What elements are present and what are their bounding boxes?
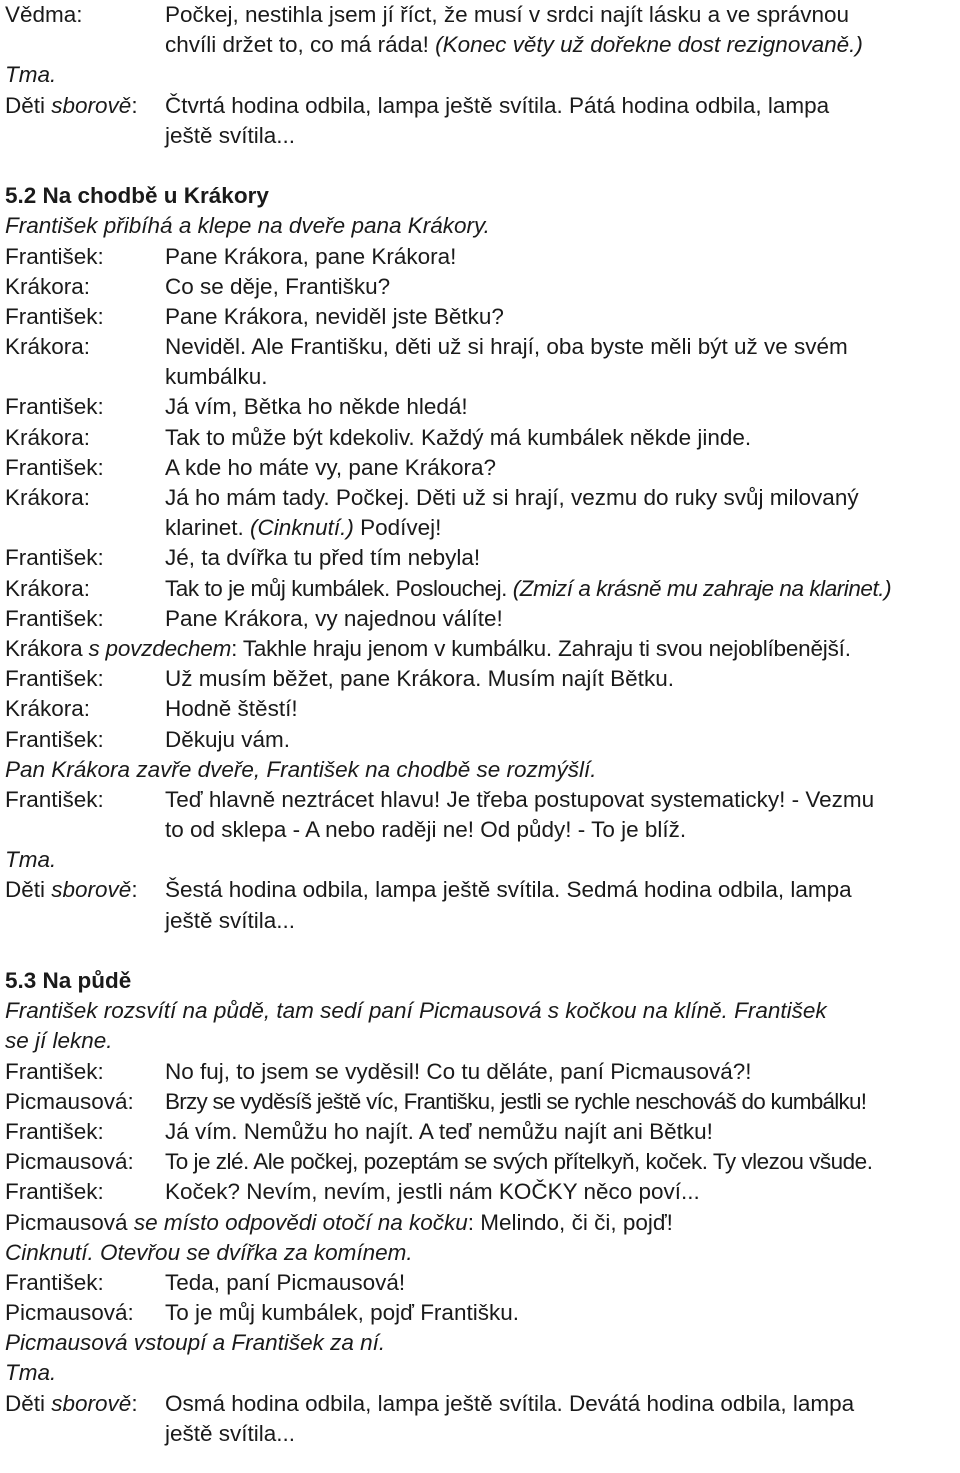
spacer	[5, 151, 960, 181]
dialogue-line	[5, 1057, 960, 1087]
narration-line: Picmausová se místo odpovědi otočí na kočku: Melindo, či či, pojď!	[5, 1209, 673, 1235]
speaker-label: František:	[5, 243, 104, 269]
dialogue-line	[5, 392, 960, 422]
speaker-label: František:	[5, 666, 104, 692]
speech-text: Už musím běžet, pane Krákora. Musím najít Bětku.	[165, 666, 674, 692]
dialogue-line	[5, 302, 960, 332]
speech-text: Šestá hodina odbila, lampa ještě svítila. Sedmá hodina odbila, lampa	[165, 877, 852, 903]
speech-text: Koček? Nevím, nevím, jestli nám KOČKY něco poví...	[165, 1179, 700, 1205]
dialogue-line	[5, 332, 960, 362]
dialogue-line	[5, 1117, 960, 1147]
speech-text: Já vím. Nemůžu ho najít. A teď nemůžu najít ani Bětku!	[165, 1118, 713, 1144]
speech-text: No fuj, to jsem se vyděsil! Co tu děláte, paní Picmausová?!	[165, 1058, 752, 1084]
speaker-label: František:	[5, 605, 104, 631]
speaker-label: Krákora:	[5, 424, 91, 450]
speaker-label: František:	[5, 726, 104, 752]
speech-text: A kde ho máte vy, pane Krákora?	[165, 454, 497, 480]
speech-text: To je zlé. Ale počkej, pozeptám se svých přítelkyň, koček. Ty vlezou všude.	[165, 1149, 873, 1175]
stage-direction: Picmausová vstoupí a František za ní.	[5, 1330, 386, 1356]
dialogue-line	[5, 0, 960, 30]
speaker-label: Děti sborově:	[5, 92, 138, 118]
dialogue-line	[5, 1298, 960, 1328]
speech-continuation: ještě svítila...	[165, 907, 296, 933]
section-heading: 5.3 Na půdě	[5, 968, 132, 993]
dialogue-line	[5, 1389, 960, 1419]
speech-text: Já ho mám tady. Počkej. Děti už si hrají, vezmu do ruky svůj milovaný	[165, 485, 859, 510]
speaker-label: Krákora:	[5, 273, 91, 299]
dialogue-line	[5, 483, 960, 513]
dialogue-line	[5, 604, 960, 634]
speech-text: Čtvrtá hodina odbila, lampa ještě svítila. Pátá hodina odbila, lampa	[165, 92, 830, 118]
stage-direction: se jí lekne.	[5, 1028, 113, 1054]
stage-direction: Cinknutí. Otevřou se dvířka za komínem.	[5, 1239, 413, 1265]
speaker-label: Děti sborově:	[5, 1390, 138, 1416]
speech-text: Děkuju vám.	[165, 726, 291, 752]
speaker-label: František:	[5, 1058, 104, 1084]
speech-text: Neviděl. Ale Františku, děti už si hrají, oba byste měli být už ve svém	[165, 334, 848, 360]
stage-direction: Tma.	[5, 1360, 57, 1386]
dialogue-line	[5, 1087, 960, 1117]
stage-direction: František rozsvítí na půdě, tam sedí paní Picmausová s kočkou na klíně. František	[5, 998, 827, 1024]
dialogue-line	[5, 1177, 960, 1207]
dialogue-line	[5, 785, 960, 815]
speech-text-part: chvíli držet to, co má ráda!	[165, 32, 436, 58]
speaker-label: František:	[5, 454, 104, 480]
dialogue-line	[5, 694, 960, 724]
stage-direction-inline: (Konec věty už dořekne dost rezignovaně.)	[435, 32, 863, 58]
speaker-label: Vědma:	[5, 2, 83, 27]
stage-direction-inline: (Cinknutí.)	[250, 515, 354, 541]
speech-text: Hodně štěstí!	[165, 696, 298, 722]
speech-text: Jé, ta dvířka tu před tím nebyla!	[165, 545, 481, 571]
speech-text: Tak to může být kdekoliv. Každý má kumbálek někde jinde.	[165, 424, 752, 450]
speech-continuation: ještě svítila...	[165, 1420, 296, 1446]
speech-text: Teda, paní Picmausová!	[165, 1269, 406, 1295]
dialogue-line	[5, 242, 960, 272]
speaker-label: František:	[5, 1179, 104, 1205]
narration-line: Krákora s povzdechem: Takhle hraju jenom v kumbálku. Zahraju ti svou nejoblíbenější.	[5, 635, 851, 661]
dialogue-line	[5, 1147, 960, 1177]
speech-continuation: ještě svítila...	[165, 122, 296, 148]
speech-text: To je můj kumbálek, pojď Františku.	[165, 1300, 519, 1326]
speaker-label: Picmausová:	[5, 1149, 134, 1175]
stage-direction: Pan Krákora zavře dveře, František na chodbě se rozmýšlí.	[5, 756, 597, 782]
speech-text: Pane Krákora, neviděl jste Bětku?	[165, 303, 504, 329]
speaker-label: Krákora:	[5, 575, 91, 601]
speaker-label: Krákora:	[5, 696, 91, 722]
speech-text: Teď hlavně neztrácet hlavu! Je třeba postupovat systematicky! - Vezmu	[165, 786, 875, 812]
speech-text: Pane Krákora, pane Krákora!	[165, 243, 457, 269]
speaker-label: Krákora:	[5, 485, 91, 510]
dialogue-line	[5, 272, 960, 302]
dialogue-line	[5, 725, 960, 755]
speaker-label: Picmausová:	[5, 1300, 134, 1326]
speech-text: Co se děje, Františku?	[165, 273, 391, 299]
speaker-label: Picmausová:	[5, 1088, 134, 1114]
speech-text: Osmá hodina odbila, lampa ještě svítila. Devátá hodina odbila, lampa	[165, 1390, 855, 1416]
speaker-label: František:	[5, 786, 104, 812]
speaker-label: Děti sborově:	[5, 877, 138, 903]
dialogue-line	[5, 543, 960, 573]
speaker-label: František:	[5, 1118, 104, 1144]
speech-continuation: klarinet. (Cinknutí.) Podívej!	[165, 515, 442, 541]
dialogue-line	[5, 664, 960, 694]
stage-direction: Tma.	[5, 847, 57, 873]
speech-text: Brzy se vyděsíš ještě víc, Františku, jestli se rychle neschováš do kumbálku!	[165, 1088, 867, 1114]
speech-text: Já vím, Bětka ho někde hledá!	[165, 394, 468, 420]
speaker-label: František:	[5, 545, 104, 571]
speech-text: Počkej, nestihla jsem jí říct, že musí v srdci najít lásku a ve správnou	[165, 2, 850, 27]
speech-continuation: to od sklepa - A nebo raději ne! Od půdy! - To je blíž.	[165, 817, 687, 843]
dialogue-line	[5, 423, 960, 453]
section-heading: 5.2 Na chodbě u Krákory	[5, 183, 269, 209]
dialogue-line	[5, 875, 960, 905]
spacer	[5, 936, 960, 966]
dialogue-line	[5, 453, 960, 483]
speech-continuation: kumbálku.	[165, 364, 268, 390]
speaker-label: František:	[5, 1269, 104, 1295]
speaker-label: František:	[5, 394, 104, 420]
speech-text: Tak to je můj kumbálek. Poslouchej. (Zmizí a krásně mu zahraje na klarinet.)	[165, 575, 892, 601]
stage-direction: František přibíhá a klepe na dveře pana Krákory.	[5, 213, 490, 239]
speech-text: Pane Krákora, vy najednou válíte!	[165, 605, 503, 631]
speaker-label: Krákora:	[5, 334, 91, 360]
dialogue-line	[5, 574, 960, 604]
stage-direction: Tma.	[5, 62, 57, 88]
speaker-label: František:	[5, 303, 104, 329]
script-page	[5, 0, 960, 1449]
dialogue-line	[5, 91, 960, 121]
speech-continuation	[5, 30, 960, 60]
dialogue-line	[5, 1268, 960, 1298]
